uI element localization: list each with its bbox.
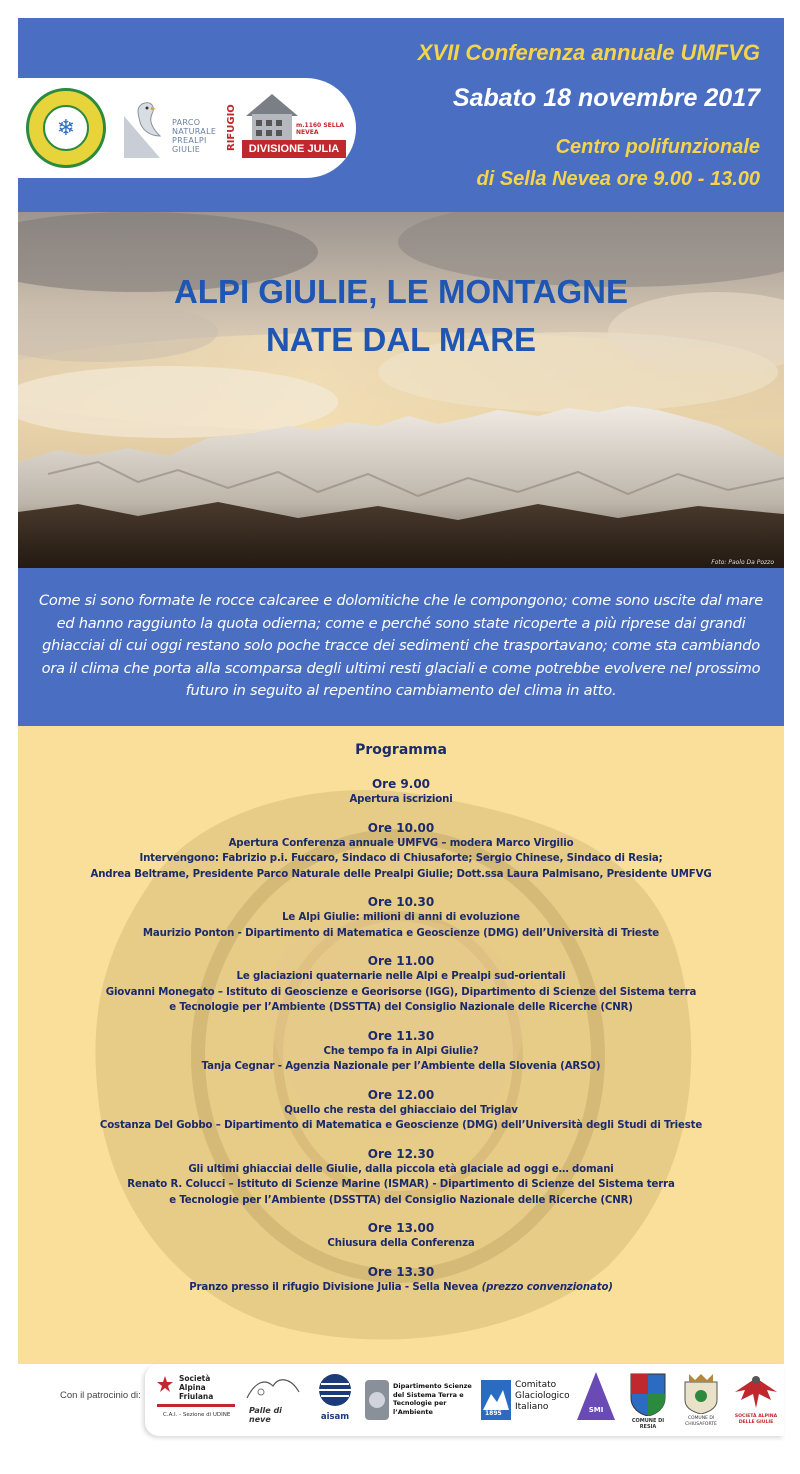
slot-time: Ore 11.30 <box>367 1028 435 1043</box>
dipartimento-logo <box>363 1372 475 1428</box>
cai-section: C.A.I. - Sezione di UDINE <box>163 1412 231 1418</box>
description-line: ora il clima che porta alla scomparsa degli ultimi resti glaciali e come potrebbe evolvere nel prossimo <box>41 659 761 677</box>
slot-time: Ore 12.00 <box>367 1087 435 1102</box>
description-block <box>18 568 784 726</box>
slot-line: Andrea Beltrame, Presidente Parco Naturale delle Prealpi Giulie; Dott.ssa Laura Palmisano, Presidente UMFVG <box>90 868 712 880</box>
hero-title <box>18 268 784 364</box>
program-slot <box>18 894 784 941</box>
chiusaforte-crest-icon <box>679 1372 723 1414</box>
cai-star-icon <box>157 1376 173 1392</box>
mountain-illustration <box>18 212 784 568</box>
event-date: Sabato 18 novembre 2017 <box>452 84 760 112</box>
chiusaforte-logo <box>679 1372 723 1428</box>
cai-name: Società Alpina Friulana <box>179 1374 214 1401</box>
rifugio-logo <box>226 90 348 166</box>
program-slot <box>18 1220 784 1252</box>
slot-line: Chiusura della Conferenza <box>327 1238 475 1249</box>
smi-text: SMI <box>588 1406 604 1414</box>
salg-logo <box>731 1372 781 1428</box>
logo-strip <box>18 78 356 178</box>
bird-icon <box>120 96 168 162</box>
slot-line: Tanja Cegnar - Agenzia Nazionale per l’Ambiente della Slovenia (ARSO) <box>201 1061 601 1072</box>
slot-line: Le glaciazioni quaternarie nelle Alpi e Prealpi sud-orientali <box>236 971 566 982</box>
venue-line-2: di Sella Nevea ore 9.00 - 13.00 <box>476 168 760 190</box>
hero-photo <box>18 212 784 568</box>
photo-credit: Foto: Paolo Da Pozzo <box>711 559 774 566</box>
slot-line: Apertura iscrizioni <box>349 794 453 805</box>
dip-emblem-icon <box>363 1376 391 1424</box>
slot-line <box>18 1280 784 1296</box>
program-section <box>18 726 784 1364</box>
description-line: ghiacciai di cui oggi restano solo poche tracce dei sedimenti che trasportavano; come sta cambiando <box>42 637 760 655</box>
slot-line: e Tecnologie per l’Ambiente (DSSTTA) del Consiglio Nazionale delle Ricerche (CNR) <box>169 1002 633 1013</box>
cgi-year: 1895 <box>485 1410 502 1417</box>
slot-line: Apertura Conferenza annuale UMFVG – modera Marco Virgilio <box>228 837 574 849</box>
header-band <box>18 18 784 212</box>
umfvg-logo <box>26 88 106 168</box>
hero-title-line-1: ALPI GIULIE, LE MONTAGNE <box>173 273 629 310</box>
parco-text: PARCO NATURALE PREALPI GIULIE <box>172 118 217 154</box>
cai-divider <box>157 1404 235 1407</box>
dip-text: Dipartimento Scienze del Sistema Terra e Tecnologie per l’Ambiente <box>393 1382 472 1416</box>
hero-title-line-2: NATE DAL MARE <box>265 321 537 358</box>
conference-title: XVII Conferenza annuale UMFVG <box>417 40 760 65</box>
program-slot <box>18 953 784 1016</box>
program-content <box>18 740 784 1307</box>
resia-logo <box>627 1372 669 1428</box>
eagle-icon <box>731 1372 781 1412</box>
slot-time: Ore 11.00 <box>367 954 435 968</box>
slot-time: Ore 13.00 <box>367 1221 435 1235</box>
snowflake-icon: ❄ <box>43 105 89 151</box>
cgi-text: Comitato Glaciologico Italiano <box>515 1380 570 1412</box>
globe-icon <box>313 1372 357 1410</box>
program-slot <box>18 1087 784 1134</box>
palle-text: Palle di neve <box>249 1406 282 1424</box>
cai-logo <box>157 1372 235 1428</box>
slot-line: Quello che resta del ghiacciaio del Triglav <box>284 1104 518 1116</box>
description-line: ed hanno raggiunto la quota odierna; come e perché sono state ricoperte a più riprese dai grandi <box>56 614 746 632</box>
rifugio-altitude: m.1160 SELLA NEVEA <box>296 122 345 136</box>
description-line: futuro in seguito al repentino cambiamento del clima in atto. <box>185 682 617 700</box>
cgi-logo <box>481 1372 569 1428</box>
palle-di-neve-logo <box>245 1372 301 1428</box>
venue-line-1: Centro polifunzionale <box>555 136 760 158</box>
slot-line: Gli ultimi ghiacciai delle Giulie, dalla piccola età glaciale ad oggi e… domani <box>188 1163 614 1175</box>
slot-line: e Tecnologie per l’Ambiente (DSSTTA) del Consiglio Nazionale delle Ricerche (CNR) <box>169 1194 633 1206</box>
chiusaforte-text: COMUNE DI CHIUSAFORTE <box>685 1416 717 1427</box>
parco-logo <box>120 96 217 166</box>
slot-time: Ore 10.30 <box>367 895 435 909</box>
slot-time: Ore 13.30 <box>367 1264 435 1279</box>
program-slot <box>18 1028 784 1075</box>
slot-line: Giovanni Monegato – Istituto di Geoscienze e Georisorse (IGG), Dipartimento di Scienze del Sistema terra <box>105 986 697 998</box>
program-slot <box>18 1264 784 1296</box>
aisam-text: aisam <box>320 1412 350 1422</box>
slot-line: Intervengono: Fabrizio p.i. Fuccaro, Sindaco di Chiusaforte; Sergio Chinese, Sindaco di Resia; <box>139 853 663 864</box>
slot-line: Renato R. Colucci – Istituto di Scienze Marine (ISMAR) - Dipartimento di Scienze del Sistema terra <box>127 1179 675 1190</box>
smi-logo <box>577 1372 615 1428</box>
slot-line: Le Alpi Giulie: milioni di anni di evoluzione <box>282 912 520 923</box>
rifugio-name: DIVISIONE JULIA <box>242 140 346 158</box>
sponsors-label: Con il patrocinio di: <box>60 1390 141 1401</box>
slot-line: Che tempo fa in Alpi Giulie? <box>323 1045 479 1057</box>
lunch-text: Pranzo presso il rifugio Divisione Julia - Sella Nevea <box>189 1281 479 1293</box>
lunch-price-note: (prezzo convenzionato) <box>481 1281 613 1293</box>
program-title: Programma <box>355 742 447 758</box>
description-line: Come si sono formate le rocce calcaree e dolomitiche che le compongono; come sono uscite dal mare <box>38 592 764 609</box>
program-slot <box>18 820 784 883</box>
slot-time: Ore 10.00 <box>367 820 435 835</box>
program-slot <box>18 776 784 808</box>
slot-line: Maurizio Ponton - Dipartimento di Matematica e Geoscienze (DMG) dell’Università di Trieste <box>142 927 660 939</box>
resia-crest-icon <box>627 1372 669 1416</box>
program-slot <box>18 1146 784 1209</box>
sponsors-strip <box>145 1364 784 1436</box>
aisam-logo <box>313 1372 357 1428</box>
rifugio-vertical-text: RIFUGIO <box>226 104 237 152</box>
house-icon <box>242 92 302 140</box>
slot-time: Ore 9.00 <box>371 777 431 791</box>
salg-text: SOCIETÀ ALPINA DELLE GIULIE <box>734 1414 778 1425</box>
slot-time: Ore 12.30 <box>367 1146 435 1161</box>
resia-text: COMUNE DI RESIA <box>631 1418 665 1430</box>
snow-sketch-icon <box>245 1372 301 1402</box>
slot-line: Costanza Del Gobbo – Dipartimento di Matematica e Geoscienze (DMG) dell’Università degli Studi di Trieste <box>99 1120 703 1131</box>
